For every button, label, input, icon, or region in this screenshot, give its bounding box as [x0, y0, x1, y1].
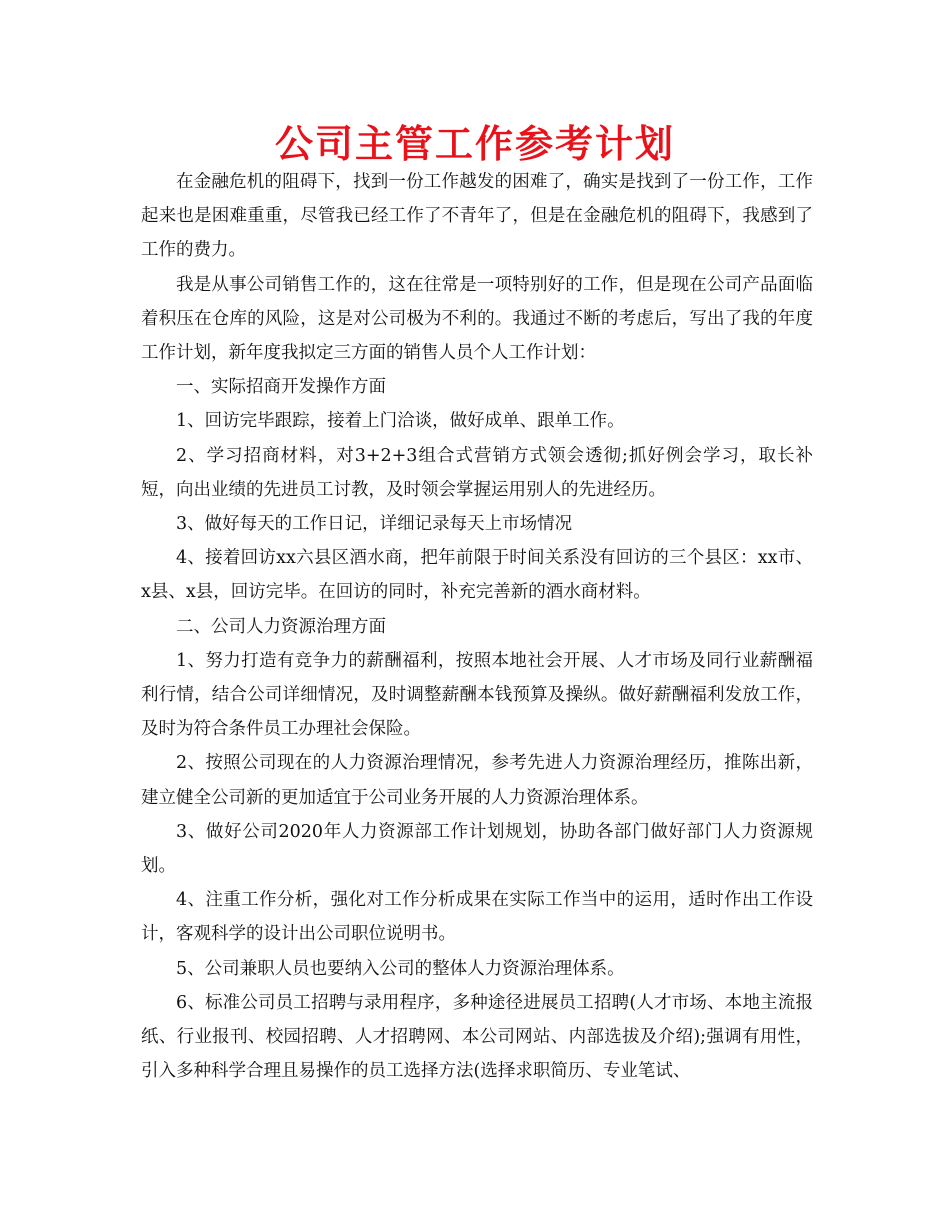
paragraph-intro-1: 在金融危机的阻碍下，找到一份工作越发的困难了，确实是找到了一份工作，工作起来也是困难重重，尽管我已经工作了不青年了，但是在金融危机的阻碍下，我感到了工作的费力。 — [141, 172, 813, 261]
list-item: 1、努力打造有竞争力的薪酬福利，按照本地社会开展、人才市场及同行业薪酬福利行情，结合公司详细情况，及时调整薪酬本钱预算及操纵。做好薪酬福利发放工作，及时为符合条件员工办理社会保险。 — [141, 650, 813, 740]
list-item: 4、注重工作分析，强化对工作分析成果在实际工作当中的运用，适时作出工作设计，客观科学的设计出公司职位说明书。 — [141, 890, 813, 945]
section-heading-2: 二、公司人力资源治理方面 — [176, 616, 386, 637]
list-item: 3、做好每天的工作日记，详细记录每天上市场情况 — [176, 514, 573, 535]
section-heading-1: 一、实际招商开发操作方面 — [176, 377, 386, 398]
list-item: 2、学习招商材料，对3+2+3组合式营销方式领会透彻;抓好例会学习，取长补短，向出业绩的先进员工讨教，及时领会掌握运用别人的先进经历。 — [141, 445, 813, 500]
document-body — [141, 165, 813, 1088]
list-item: 5、公司兼职人员也要纳入公司的整体人力资源治理体系。 — [176, 958, 625, 979]
document-title: 公司主管工作参考计划 — [274, 122, 675, 166]
list-item: 6、标准公司员工招聘与录用程序，多种途径进展员工招聘(人才市场、本地主流报纸、行业报刊、校园招聘、人才招聘网、本公司网站、内部选拔及介绍);强调有用性，引入多种科学合理且易操作的员工选择方法(选择求职简历、专业笔试、 — [141, 992, 813, 1082]
list-item: 3、做好公司2020年人力资源部工作计划规划，协助各部门做好部门人力资源规划。 — [141, 821, 813, 877]
list-item: 2、按照公司现在的人力资源治理情况，参考先进人力资源治理经历，推陈出新，建立健全公司新的更加适宜于公司业务开展的人力资源治理体系。 — [141, 753, 813, 808]
paragraph-intro-2: 我是从事公司销售工作的，这在往常是一项特别好的工作，但是现在公司产品面临着积压在仓库的风险，这是对公司极为不利的。我通过不断的考虑后，写出了我的年度工作计划，新年度我拟定三方面的销售人员个人工作计划： — [141, 274, 813, 364]
list-item: 1、回访完毕跟踪，接着上门洽谈，做好成单、跟单工作。 — [176, 411, 625, 432]
list-item: 4、接着回访xx六县区酒水商，把年前限于时间关系没有回访的三个县区：xx市、x县、x县，回访完毕。在回访的同时，补充完善新的酒水商材料。 — [141, 548, 813, 603]
